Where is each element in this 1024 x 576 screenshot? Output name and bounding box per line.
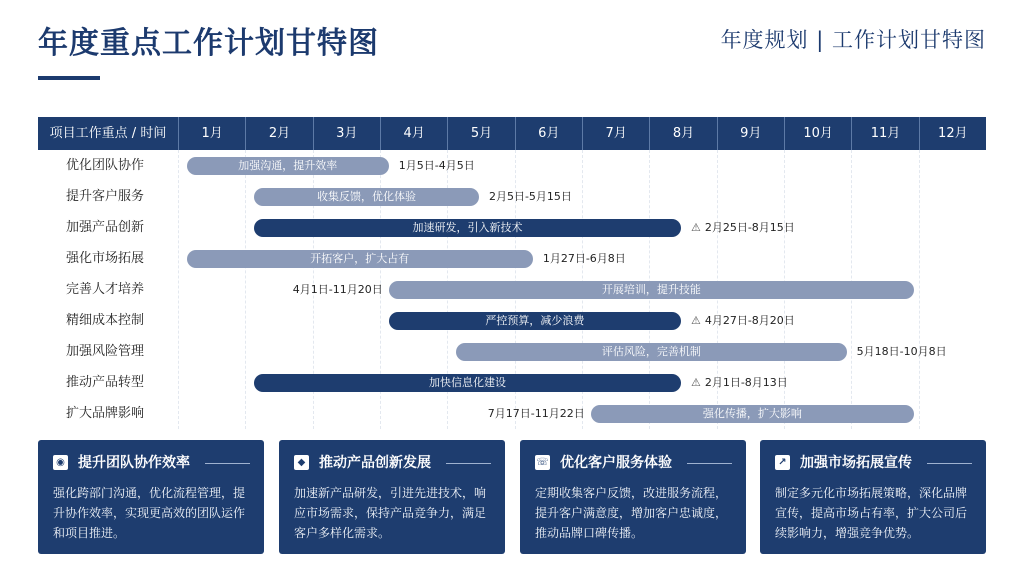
gantt-bar[interactable]: 收集反馈，优化体验: [254, 188, 479, 206]
task-name: 扩大品牌影响: [66, 406, 145, 421]
task-date-range: ⚠ 2月25日-8月15日: [690, 221, 795, 234]
task-date-range: 4月1日-11月20日: [292, 283, 383, 296]
card-text: 制定多元化市场拓展策略，深化品牌宣传，提高市场占有率，扩大公司后续影响力，增强竞争优势。: [775, 486, 968, 540]
summary-card: [38, 440, 264, 554]
month-header-3: 3月: [313, 117, 380, 150]
task-name: 加强产品创新: [66, 220, 145, 235]
gantt-row: [38, 274, 986, 305]
task-name: 推动产品转型: [66, 375, 145, 390]
gantt-row: [38, 243, 986, 274]
task-date-range: 2月5日-5月15日: [488, 190, 572, 203]
target-icon: ◉: [53, 455, 68, 470]
month-header-5: 5月: [447, 117, 514, 150]
warning-icon: ⚠: [690, 314, 701, 327]
gantt-bar[interactable]: 加速研发，引入新技术: [254, 219, 681, 237]
gantt-header: [38, 117, 986, 150]
summary-card: [760, 440, 986, 554]
summary-card: [520, 440, 746, 554]
card-text: 定期收集客户反馈，改进服务流程，提升客户满意度，增加客户忠诚度，推动品牌口碑传播。: [535, 486, 728, 540]
gantt-bar[interactable]: 强化传播，扩大影响: [591, 405, 914, 423]
diamond-icon: ◆: [294, 455, 309, 470]
card-title-divider: [205, 463, 250, 464]
card-title-divider: [927, 463, 972, 464]
warning-icon: ⚠: [690, 221, 701, 234]
gantt-row: [38, 305, 986, 336]
month-header-10: 10月: [784, 117, 851, 150]
task-date-range: 1月27日-6月8日: [542, 252, 626, 265]
gantt-row: [38, 150, 986, 181]
page-title: 年度重点工作计划甘特图: [38, 26, 379, 61]
page-subtitle: 年度规划 | 工作计划甘特图: [720, 28, 986, 52]
gantt-row: [38, 212, 986, 243]
gantt-bar[interactable]: 评估风险，完善机制: [456, 343, 847, 361]
task-name: 精细成本控制: [66, 313, 145, 328]
gantt-bar[interactable]: 加快信息化建设: [254, 374, 681, 392]
service-icon: ☏: [536, 457, 549, 468]
month-header-9: 9月: [717, 117, 784, 150]
gantt-chart: [38, 117, 986, 429]
gantt-row: [38, 367, 986, 398]
task-name: 优化团队协作: [66, 158, 145, 173]
task-date-range: 1月5日-4月5日: [398, 159, 475, 172]
month-header-8: 8月: [649, 117, 716, 150]
gantt-bar[interactable]: 严控预算，减少浪费: [389, 312, 681, 330]
gantt-row: [38, 398, 986, 429]
card-title-divider: [687, 463, 732, 464]
month-header-6: 6月: [515, 117, 582, 150]
month-header-2: 2月: [245, 117, 312, 150]
gantt-row: [38, 181, 986, 212]
card-text: 强化跨部门沟通，优化流程管理，提升协作效率，实现更高效的团队运作和项目推进。: [53, 486, 246, 540]
task-date-range: 5月18日-10月8日: [856, 345, 947, 358]
month-header-11: 11月: [851, 117, 918, 150]
task-date-range: ⚠ 4月27日-8月20日: [690, 314, 795, 327]
task-column-header: 项目工作重点 / 时间: [49, 126, 167, 141]
month-header-12: 12月: [919, 117, 986, 150]
gantt-bar[interactable]: 加强沟通，提升效率: [187, 157, 389, 175]
month-header-1: 1月: [178, 117, 245, 150]
warning-icon: ⚠: [690, 376, 701, 389]
growth-arrow-icon: ↗: [775, 455, 790, 470]
title-underline: [38, 76, 100, 80]
month-header-7: 7月: [582, 117, 649, 150]
task-name: 完善人才培养: [66, 282, 145, 297]
task-date-range: ⚠ 2月1日-8月13日: [690, 376, 788, 389]
task-name: 强化市场拓展: [66, 251, 145, 266]
card-title: 优化客户服务体验: [560, 455, 672, 471]
gantt-bar[interactable]: 开展培训，提升技能: [389, 281, 914, 299]
card-text: 加速新产品研发，引进先进技术，响应市场需求，保持产品竞争力，满足客户多样化需求。: [294, 486, 487, 540]
card-title-divider: [446, 463, 491, 464]
task-name: 加强风险管理: [66, 344, 145, 359]
card-title: 提升团队协作效率: [78, 455, 190, 471]
task-name: 提升客户服务: [66, 189, 145, 204]
card-title: 加强市场拓展宣传: [800, 455, 912, 471]
task-date-range: 7月17日-11月22日: [487, 407, 585, 420]
gantt-bar[interactable]: 开拓客户，扩大占有: [187, 250, 533, 268]
summary-card: [279, 440, 505, 554]
month-header-4: 4月: [380, 117, 447, 150]
gantt-row: [38, 336, 986, 367]
card-title: 推动产品创新发展: [319, 455, 431, 471]
